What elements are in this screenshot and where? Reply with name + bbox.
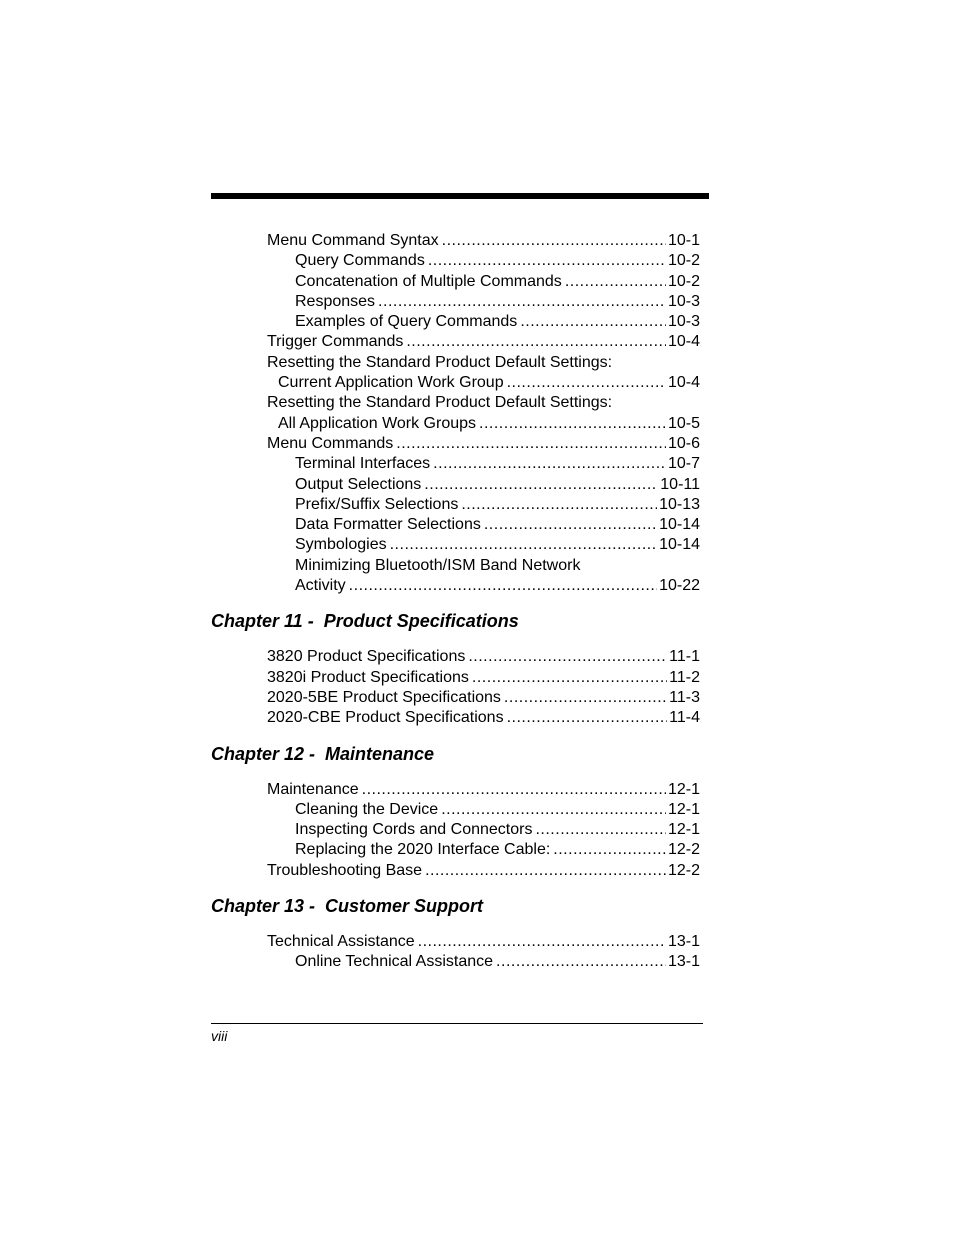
toc-entry-page: 10-6 bbox=[667, 434, 700, 452]
toc-entry-examples-query[interactable] bbox=[211, 312, 700, 332]
toc-entry-online-assistance[interactable] bbox=[211, 952, 700, 972]
toc-entry-page: 13-1 bbox=[667, 933, 700, 951]
toc-entry-title: 2020-5BE Product Specifications bbox=[267, 688, 501, 706]
chapter-12-heading[interactable]: Chapter 12 - Maintenance bbox=[211, 743, 435, 764]
toc-entry-title: Technical Assistance bbox=[267, 933, 415, 951]
leader-dots bbox=[504, 688, 667, 708]
toc-entry-title: Examples of Query Commands bbox=[295, 313, 518, 331]
toc-entry-output-selections[interactable] bbox=[211, 475, 700, 495]
leader-dots bbox=[553, 840, 666, 860]
toc-entry-symbologies[interactable] bbox=[211, 535, 700, 555]
toc-entry-title: Inspecting Cords and Connectors bbox=[295, 821, 533, 839]
toc-entry-2020-5be-specs[interactable] bbox=[211, 688, 700, 708]
leader-dots bbox=[565, 272, 666, 292]
toc-entry-trigger-commands[interactable] bbox=[211, 332, 700, 352]
leader-dots bbox=[507, 708, 668, 728]
toc-entry-3820-specs[interactable] bbox=[211, 647, 700, 667]
toc-entry-prefix-suffix[interactable] bbox=[211, 495, 700, 515]
table-of-contents bbox=[211, 231, 700, 973]
toc-entry-2020-cbe-specs[interactable] bbox=[211, 708, 700, 728]
toc-entry-replacing-cable[interactable] bbox=[211, 840, 700, 860]
toc-entry-page: 12-2 bbox=[667, 861, 700, 879]
toc-entry-title: 3820i Product Specifications bbox=[267, 668, 469, 686]
toc-entry-page: 10-1 bbox=[667, 232, 700, 249]
toc-entry-technical-assistance[interactable] bbox=[211, 932, 700, 952]
leader-dots bbox=[520, 312, 666, 332]
chapter-11-heading[interactable]: Chapter 11 - Product Specifications bbox=[211, 611, 519, 632]
leader-dots bbox=[441, 800, 666, 820]
toc-entry-title: 3820 Product Specifications bbox=[267, 648, 466, 666]
toc-entry-title: 2020-CBE Product Specifications bbox=[267, 709, 504, 727]
toc-entry-menu-commands[interactable] bbox=[211, 434, 700, 454]
leader-dots bbox=[484, 515, 657, 535]
toc-entry-page: 10-13 bbox=[659, 495, 700, 513]
leader-dots bbox=[406, 332, 666, 352]
toc-entry-page: 10-2 bbox=[667, 252, 700, 270]
toc-entry-menu-command-syntax[interactable] bbox=[211, 231, 700, 251]
chapter-13-heading[interactable]: Chapter 13 - Customer Support bbox=[211, 896, 484, 917]
leader-dots bbox=[496, 952, 666, 972]
page-number: viii bbox=[211, 1028, 228, 1044]
leader-dots bbox=[349, 576, 657, 596]
toc-entry-title: Current Application Work Group bbox=[278, 374, 504, 392]
toc-entry-page: 10-14 bbox=[659, 516, 700, 534]
toc-entry-title: Prefix/Suffix Selections bbox=[295, 495, 459, 513]
leader-dots bbox=[362, 780, 666, 800]
toc-entry-title: Activity bbox=[295, 577, 346, 595]
leader-dots bbox=[507, 373, 666, 393]
leader-dots bbox=[461, 495, 657, 515]
toc-entry-title: Trigger Commands bbox=[267, 333, 404, 351]
toc-entry-page: 10-7 bbox=[667, 455, 700, 473]
toc-entry-concatenation[interactable] bbox=[211, 272, 700, 292]
toc-entry-title: Menu Command Syntax bbox=[267, 232, 439, 249]
toc-entry-title: Online Technical Assistance bbox=[295, 953, 494, 971]
toc-entry-cleaning[interactable] bbox=[211, 800, 700, 820]
toc-entry-title: Concatenation of Multiple Commands bbox=[295, 272, 562, 290]
toc-entry-data-formatter[interactable] bbox=[211, 515, 700, 535]
toc-entry-maintenance[interactable] bbox=[211, 780, 700, 800]
leader-dots bbox=[396, 434, 666, 454]
leader-dots bbox=[418, 932, 666, 952]
toc-entry-title: Troubleshooting Base bbox=[267, 861, 423, 879]
toc-entry-page: 10-5 bbox=[667, 414, 700, 432]
leader-dots bbox=[535, 820, 666, 840]
toc-entry-title: Maintenance bbox=[267, 780, 359, 798]
leader-dots bbox=[428, 251, 666, 271]
toc-entry-page: 11-2 bbox=[669, 668, 700, 686]
toc-entry-title: All Application Work Groups bbox=[278, 414, 477, 432]
toc-entry-page: 10-3 bbox=[667, 292, 700, 310]
leader-dots bbox=[479, 414, 666, 434]
toc-entry-resetting-current-line1[interactable]: Resetting the Standard Product Default Settings: bbox=[267, 353, 613, 371]
toc-entry-title: Responses bbox=[295, 292, 376, 310]
leader-dots bbox=[433, 454, 666, 474]
leader-dots bbox=[425, 861, 666, 881]
footer-rule bbox=[211, 1023, 703, 1024]
toc-entry-title: Terminal Interfaces bbox=[295, 455, 431, 473]
toc-entry-resetting-all[interactable] bbox=[211, 414, 700, 434]
toc-entry-3820i-specs[interactable] bbox=[211, 668, 700, 688]
leader-dots bbox=[468, 647, 667, 667]
toc-entry-page: 10-4 bbox=[667, 333, 700, 351]
top-rule bbox=[211, 193, 709, 199]
toc-entry-page: 12-1 bbox=[667, 800, 700, 818]
toc-entry-minimizing[interactable] bbox=[211, 576, 700, 596]
leader-dots bbox=[424, 475, 658, 495]
toc-entry-page: 11-1 bbox=[669, 648, 700, 666]
toc-entry-resetting-all-line1[interactable]: Resetting the Standard Product Default Settings: bbox=[267, 394, 613, 412]
toc-entry-page: 10-22 bbox=[659, 577, 700, 595]
toc-entry-page: 11-4 bbox=[669, 709, 700, 727]
toc-entry-page: 10-14 bbox=[659, 536, 700, 554]
toc-entry-title: Menu Commands bbox=[267, 434, 394, 452]
toc-entry-page: 10-3 bbox=[667, 313, 700, 331]
toc-entry-resetting-current[interactable] bbox=[211, 373, 700, 393]
toc-entry-title: Replacing the 2020 Interface Cable: bbox=[295, 841, 551, 859]
toc-entry-page: 10-11 bbox=[660, 475, 700, 493]
toc-entry-page: 12-2 bbox=[667, 841, 700, 859]
toc-entry-title: Cleaning the Device bbox=[295, 800, 439, 818]
toc-entry-title: Data Formatter Selections bbox=[295, 516, 481, 534]
toc-entry-page: 12-1 bbox=[667, 780, 700, 798]
toc-entry-inspecting[interactable] bbox=[211, 820, 700, 840]
toc-entry-page: 11-3 bbox=[669, 688, 700, 706]
leader-dots bbox=[390, 535, 657, 555]
leader-dots bbox=[442, 231, 666, 251]
toc-entry-responses[interactable] bbox=[211, 292, 700, 312]
toc-entry-troubleshooting[interactable] bbox=[211, 861, 700, 881]
toc-entry-page: 12-1 bbox=[667, 821, 700, 839]
toc-entry-minimizing-line1[interactable]: Minimizing Bluetooth/ISM Band Network bbox=[295, 556, 581, 574]
toc-entry-terminal-interfaces[interactable] bbox=[211, 454, 700, 474]
leader-dots bbox=[378, 292, 666, 312]
toc-entry-page: 13-1 bbox=[667, 953, 700, 971]
toc-entry-title: Output Selections bbox=[295, 475, 422, 493]
toc-entry-title: Symbologies bbox=[295, 536, 387, 554]
leader-dots bbox=[472, 668, 667, 688]
toc-entry-title: Query Commands bbox=[295, 252, 425, 270]
toc-entry-page: 10-4 bbox=[667, 374, 700, 392]
toc-entry-page: 10-2 bbox=[667, 272, 700, 290]
toc-entry-query-commands[interactable] bbox=[211, 251, 700, 271]
